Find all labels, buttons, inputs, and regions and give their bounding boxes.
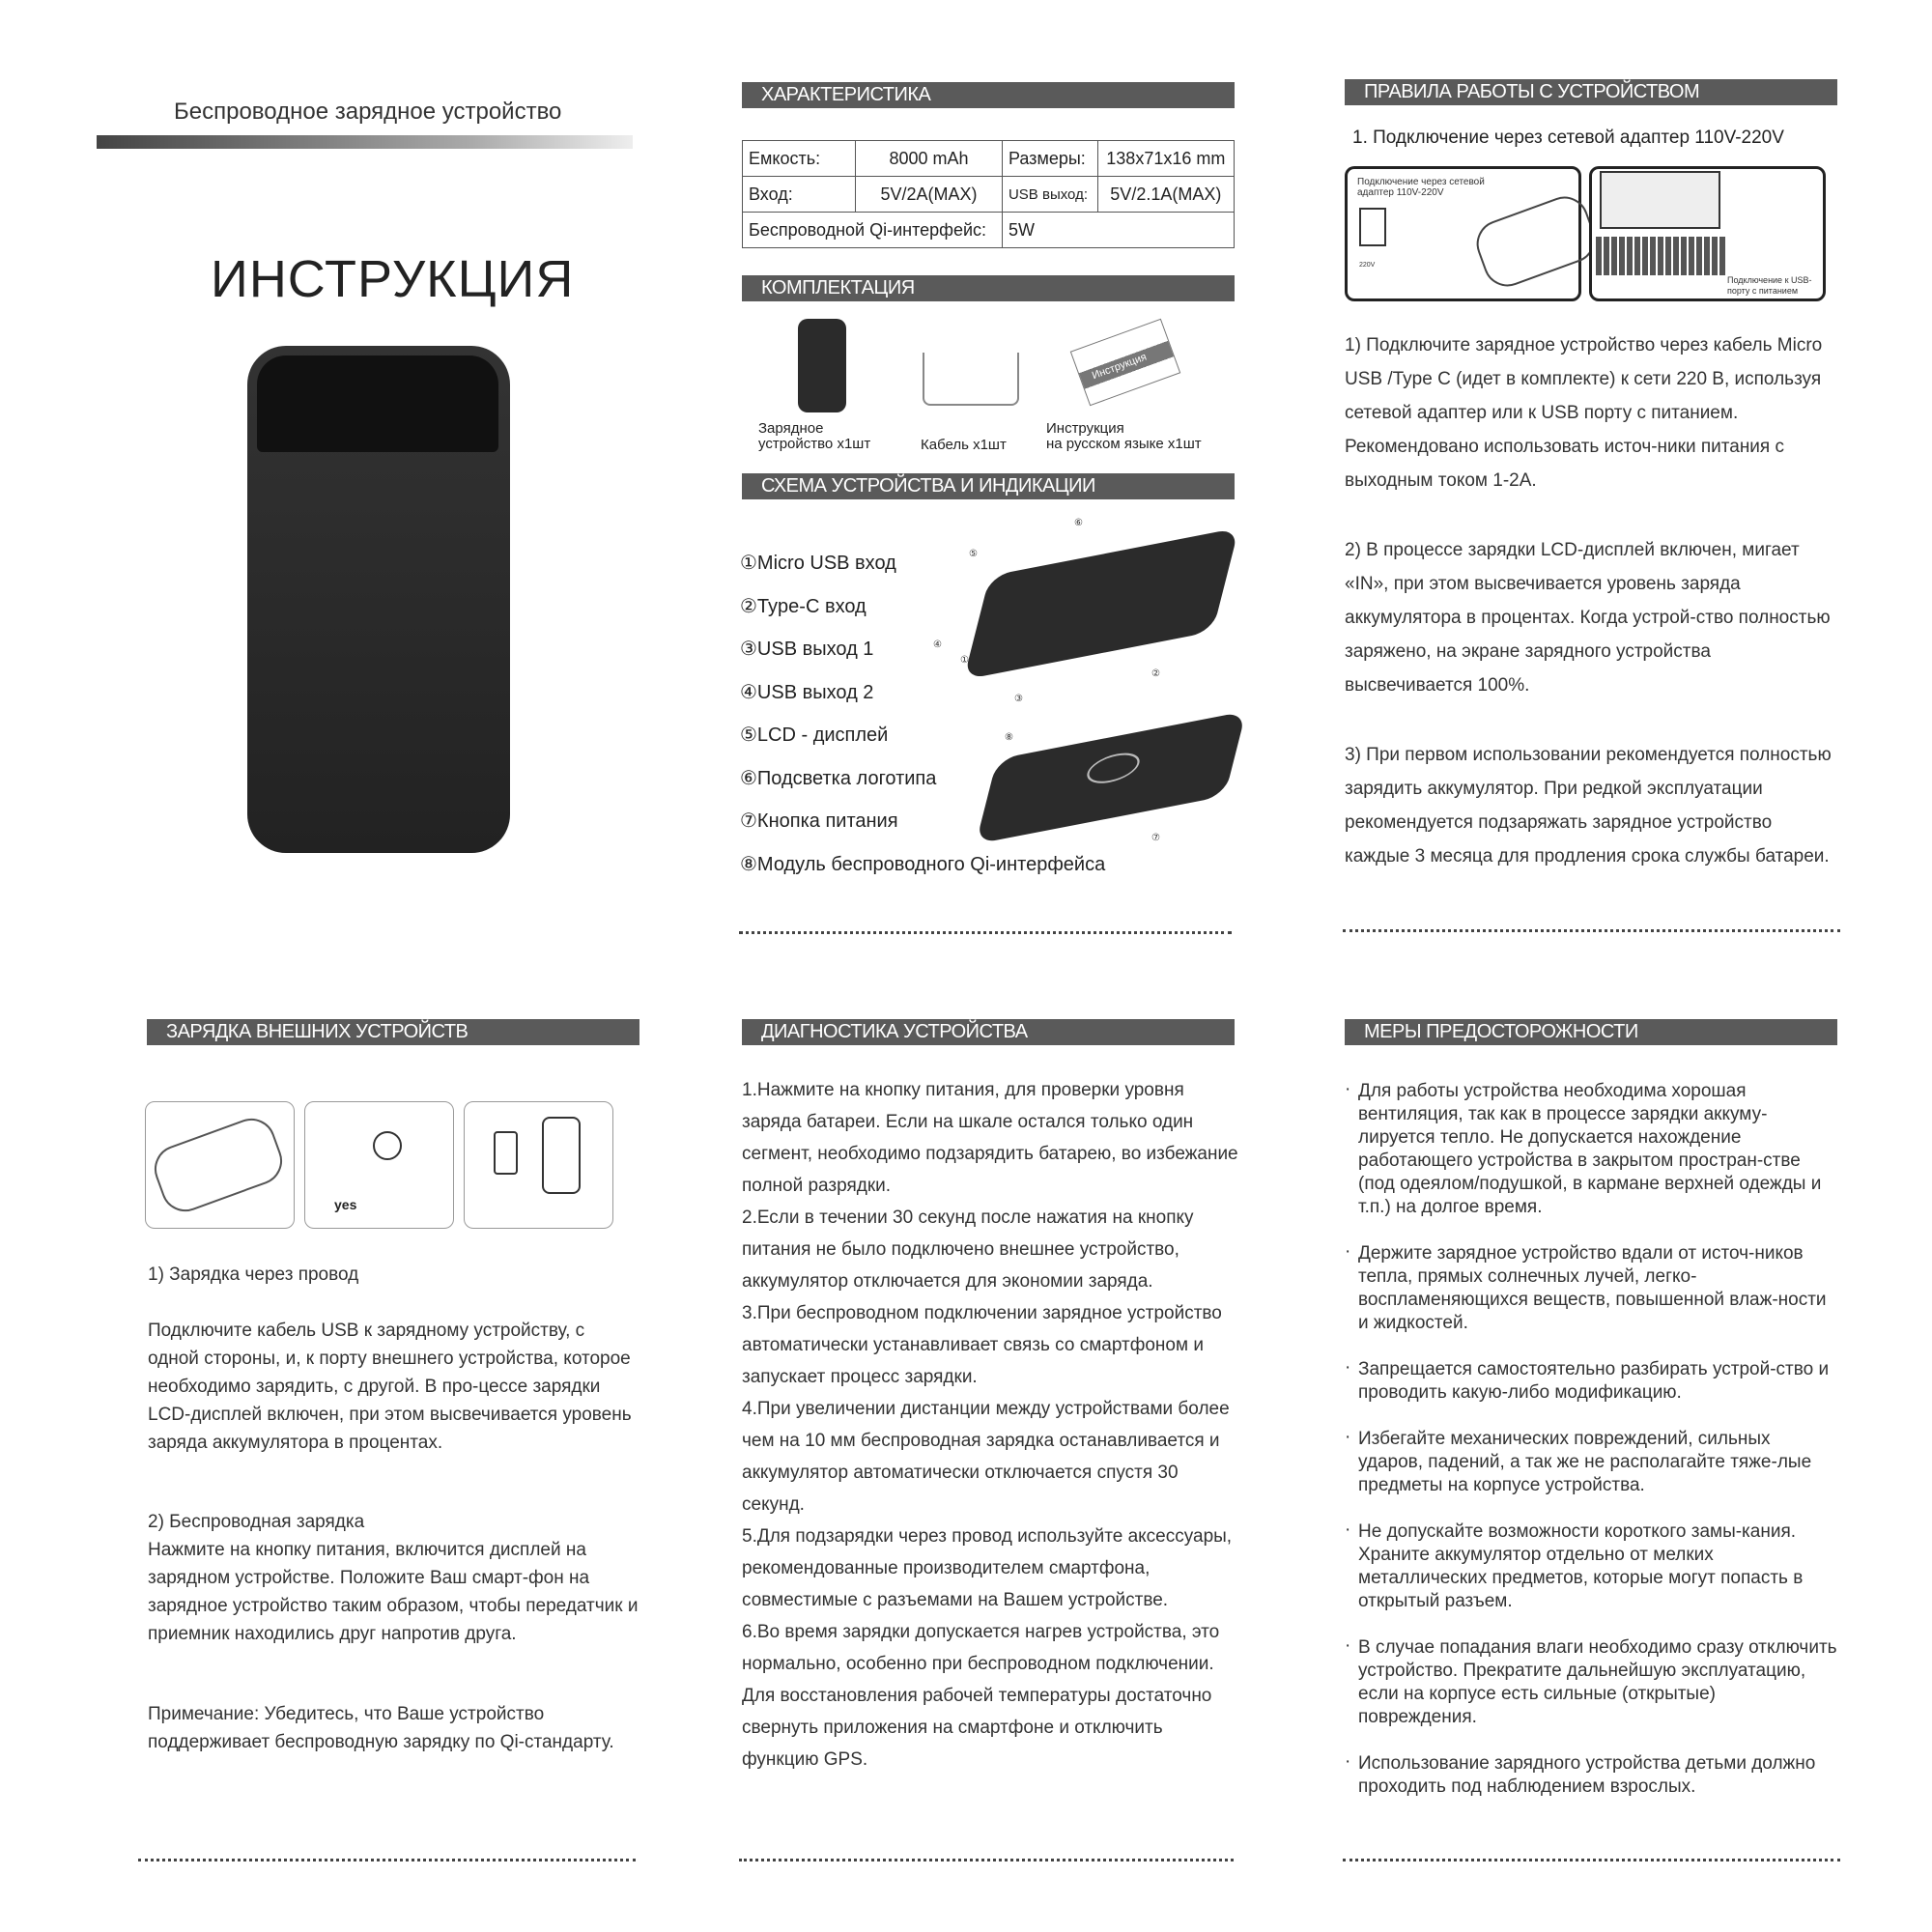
rules-paragraph: 3) При первом использовании рекомендуется полностью зарядить аккумулятор. При редкой эксплуатации рекомендуется подзаряжать зарядное устройство каждые 3 месяца для продления срока службы батареи.: [1345, 745, 1832, 867]
cover-title: ИНСТРУКЦИЯ: [211, 250, 575, 308]
booklet-label: Инструкция: [1090, 351, 1149, 383]
spec-label: Емкость:: [743, 141, 856, 177]
figure-adapter: [1345, 166, 1581, 301]
rules-header: ПРАВИЛА РАБОТЫ С УСТРОЙСТВОМ: [1345, 79, 1837, 105]
external-p2-title: 2) Беспроводная зарядка: [148, 1512, 365, 1532]
callout: ②: [1151, 668, 1160, 679]
rules-paragraph: 2) В процессе зарядки LCD-дисплей включен, мигает «IN», при этом высвечивается уровень заряда аккумулятора в процентах. Когда устрой-ство полностью заряжено, на экране зарядного устройства высвечивается 100%.: [1345, 540, 1831, 696]
scheme-item: ②Type-C вход: [740, 595, 867, 617]
cover-gradient-bar: [97, 135, 633, 149]
callout: ⑤: [969, 549, 978, 559]
scheme-item: ⑤LCD - дисплей: [740, 724, 889, 746]
divider: [138, 1859, 636, 1861]
spec-label: USB выход:: [1002, 177, 1097, 213]
powerbank-outline: [1470, 190, 1603, 294]
spec-value: 138x71x16 mm: [1097, 141, 1234, 177]
divider: [1343, 929, 1840, 932]
scheme-item: ①Micro USB вход: [740, 553, 896, 574]
diagnostics-header: ДИАГНОСТИКА УСТРОЙСТВА: [742, 1019, 1235, 1045]
diagnostics-item: 1.Нажмите на кнопку питания, для проверки уровня заряда батареи. Если на шкале остался только один сегмент, необходимо подзарядить батарею, во избежание полной разрядки.: [742, 1080, 1238, 1196]
scheme-item: ④USB выход 2: [740, 681, 874, 703]
kit-booklet-icon: [1070, 319, 1180, 407]
diagnostics-item: 3.При беспроводном подключении зарядное устройство автоматически устанавливает связь со смартфоном и запускает процесс зарядки.: [742, 1303, 1222, 1387]
kit-powerbank-icon: [798, 319, 846, 412]
external-p1: Подключите кабель USB к зарядному устройству, с одной стороны, и, к порту внешнего устройства, которое необходимо зарядить, с другой. В про-цессе зарядки LCD-дисплей включен, при этом высвечивается уровень заряда аккумулятора в процентах.: [148, 1321, 632, 1453]
spec-value: 8000 mAh: [856, 141, 1003, 177]
precaution-item: · Избегайте механических повреждений, сильных ударов, падений, а так же не располагайте тяже-лые предметы на корпусе устройства.: [1345, 1428, 1837, 1497]
precaution-item: · Использование зарядного устройства детьми должно проходить под наблюдением взрослых.: [1345, 1752, 1837, 1799]
rules-paragraph: 1) Подключите зарядное устройство через кабель Micro USB /Type C (идет в комплекте) к сети 220 В, используя сетевой адаптер или к USB порту с питанием. Рекомендовано использовать источ-ники питания с выходным током 1-2А.: [1345, 335, 1823, 491]
yes-label: yes: [334, 1197, 357, 1212]
callout: ④: [933, 639, 942, 650]
figure-usb-port: [1589, 166, 1826, 301]
kit-item-powerbank: Зарядное устройство x1шт: [758, 420, 871, 452]
precaution-item: · В случае попадания влаги необходимо сразу отключить устройство. Прекратите дальнейшую эксплуатацию, если на корпусе есть сильные (открытые) повреждения.: [1345, 1636, 1837, 1729]
voltage-label: 220V: [1359, 262, 1376, 269]
scheme-item: ⑦Кнопка питания: [740, 810, 898, 832]
external-note: Примечание: Убедитесь, что Ваше устройство поддерживает беспроводную зарядку по Qi-стандарту.: [148, 1704, 614, 1752]
figure-phone-yes: [304, 1101, 454, 1229]
callout: ①: [960, 655, 969, 666]
callout: ⑧: [1005, 732, 1013, 743]
precautions-header: МЕРЫ ПРЕДОСТОРОЖНОСТИ: [1345, 1019, 1837, 1045]
spec-value: 5V/2.1A(MAX): [1097, 177, 1234, 213]
rules-subtitle: 1. Подключение через сетевой адаптер 110V-220V: [1352, 128, 1784, 148]
external-header: ЗАРЯДКА ВНЕШНИХ УСТРОЙСТВ: [147, 1019, 639, 1045]
figure-caption: Подключение к USB-порту с питанием: [1727, 275, 1812, 296]
qi-coil-icon: [1084, 749, 1143, 787]
figure-phone-cable: [464, 1101, 613, 1229]
scheme-item: ⑥Подсветка логотипа: [740, 767, 937, 789]
spec-value: 5V/2A(MAX): [856, 177, 1003, 213]
callout: ③: [1014, 694, 1023, 704]
laptop-screen-icon: [1600, 171, 1720, 229]
cover-subtitle: Беспроводное зарядное устройство: [174, 99, 562, 125]
divider: [739, 1859, 1234, 1861]
kit-cable-icon: [923, 353, 1019, 406]
precaution-item: · Для работы устройства необходима хорошая вентиляция, так как в процессе зарядки аккуму-лируется тепло. Не допускается нахождение работающего устройства в закрытом простран-стве (под одеялом/подушкой, в кармане верхней одежды и т.п.) на долгое время.: [1345, 1080, 1837, 1219]
diagnostics-item: 6.Во время зарядки допускается нагрев устройства, это нормально, особенно при беспроводном подключении. Для восстановления рабочей температуры достаточно свернуть приложения на смартфоне и отключить функцию GPS.: [742, 1622, 1220, 1770]
powerbank-image: [247, 346, 510, 853]
callout: ⑦: [1151, 833, 1160, 843]
scheme-header: СХЕМА УСТРОЙСТВА И ИНДИКАЦИИ: [742, 473, 1235, 499]
lcd-display: [257, 355, 498, 452]
external-p1-title: 1) Зарядка через провод: [148, 1264, 359, 1285]
kit-item-cable: Кабель x1шт: [921, 437, 1007, 453]
external-p2: Нажмите на кнопку питания, включится дисплей на зарядном устройстве. Положите Ваш смарт-фон на зарядное устройство таким образом, чтобы передатчик и приемник находились друг напротив друга.: [148, 1540, 639, 1644]
precaution-item: · Запрещается самостоятельно разбирать устрой-ство и проводить какую-либо модификацию.: [1345, 1358, 1837, 1405]
spec-label: Вход:: [743, 177, 856, 213]
diagnostics-item: 4.При увеличении дистанции между устройствами более чем на 10 мм беспроводная зарядка останавливается и аккумулятор автоматически отключается спустя 30 секунд.: [742, 1399, 1230, 1515]
diagnostics-list: [742, 1074, 1244, 1776]
callout: ⑥: [1074, 518, 1083, 528]
kit-item-manual: Инструкция на русском языке x1шт: [1046, 420, 1202, 452]
spec-label: Беспроводной Qi-интерфейс:: [743, 213, 1003, 248]
specs-header: ХАРАКТЕРИСТИКА: [742, 82, 1235, 108]
specs-table: [742, 140, 1235, 248]
precautions-list: [1345, 1080, 1837, 1822]
scheme-item: ⑧Модуль беспроводного Qi-интерфейса: [740, 853, 1106, 875]
precaution-item: · Держите зарядное устройство вдали от источ-ников тепла, прямых солнечных лучей, легко-воспламеняющихся веществ, повышенной влаж-ности и жидкостей.: [1345, 1242, 1837, 1335]
divider: [739, 931, 1232, 934]
diagnostics-item: 5.Для подзарядки через провод используйте аксессуары, рекомендованные производителем смартфона, совместимые с разъемами на Вашем устройстве.: [742, 1526, 1233, 1610]
laptop-keyboard-icon: [1596, 237, 1726, 275]
wall-socket-icon: [1359, 208, 1386, 246]
spec-label: Размеры:: [1002, 141, 1097, 177]
diagnostics-item: 2.Если в течении 30 секунд после нажатия на кнопку питания не было подключено внешнее устройство, аккумулятор отключается для экономии заряда.: [742, 1208, 1194, 1292]
figure-wired: [145, 1101, 295, 1229]
divider: [1343, 1859, 1840, 1861]
kit-header: КОМПЛЕКТАЦИЯ: [742, 275, 1235, 301]
spec-value: 5W: [1002, 213, 1234, 248]
scheme-item: ③USB выход 1: [740, 639, 874, 660]
precaution-item: · Не допускайте возможности короткого замы-кания. Храните аккумулятор отдельно от мелких металлических предметов, которые могут попасть в открытый разъем.: [1345, 1520, 1837, 1613]
figure-caption: Подключение через сетевой адаптер 110V-220V: [1357, 177, 1485, 198]
